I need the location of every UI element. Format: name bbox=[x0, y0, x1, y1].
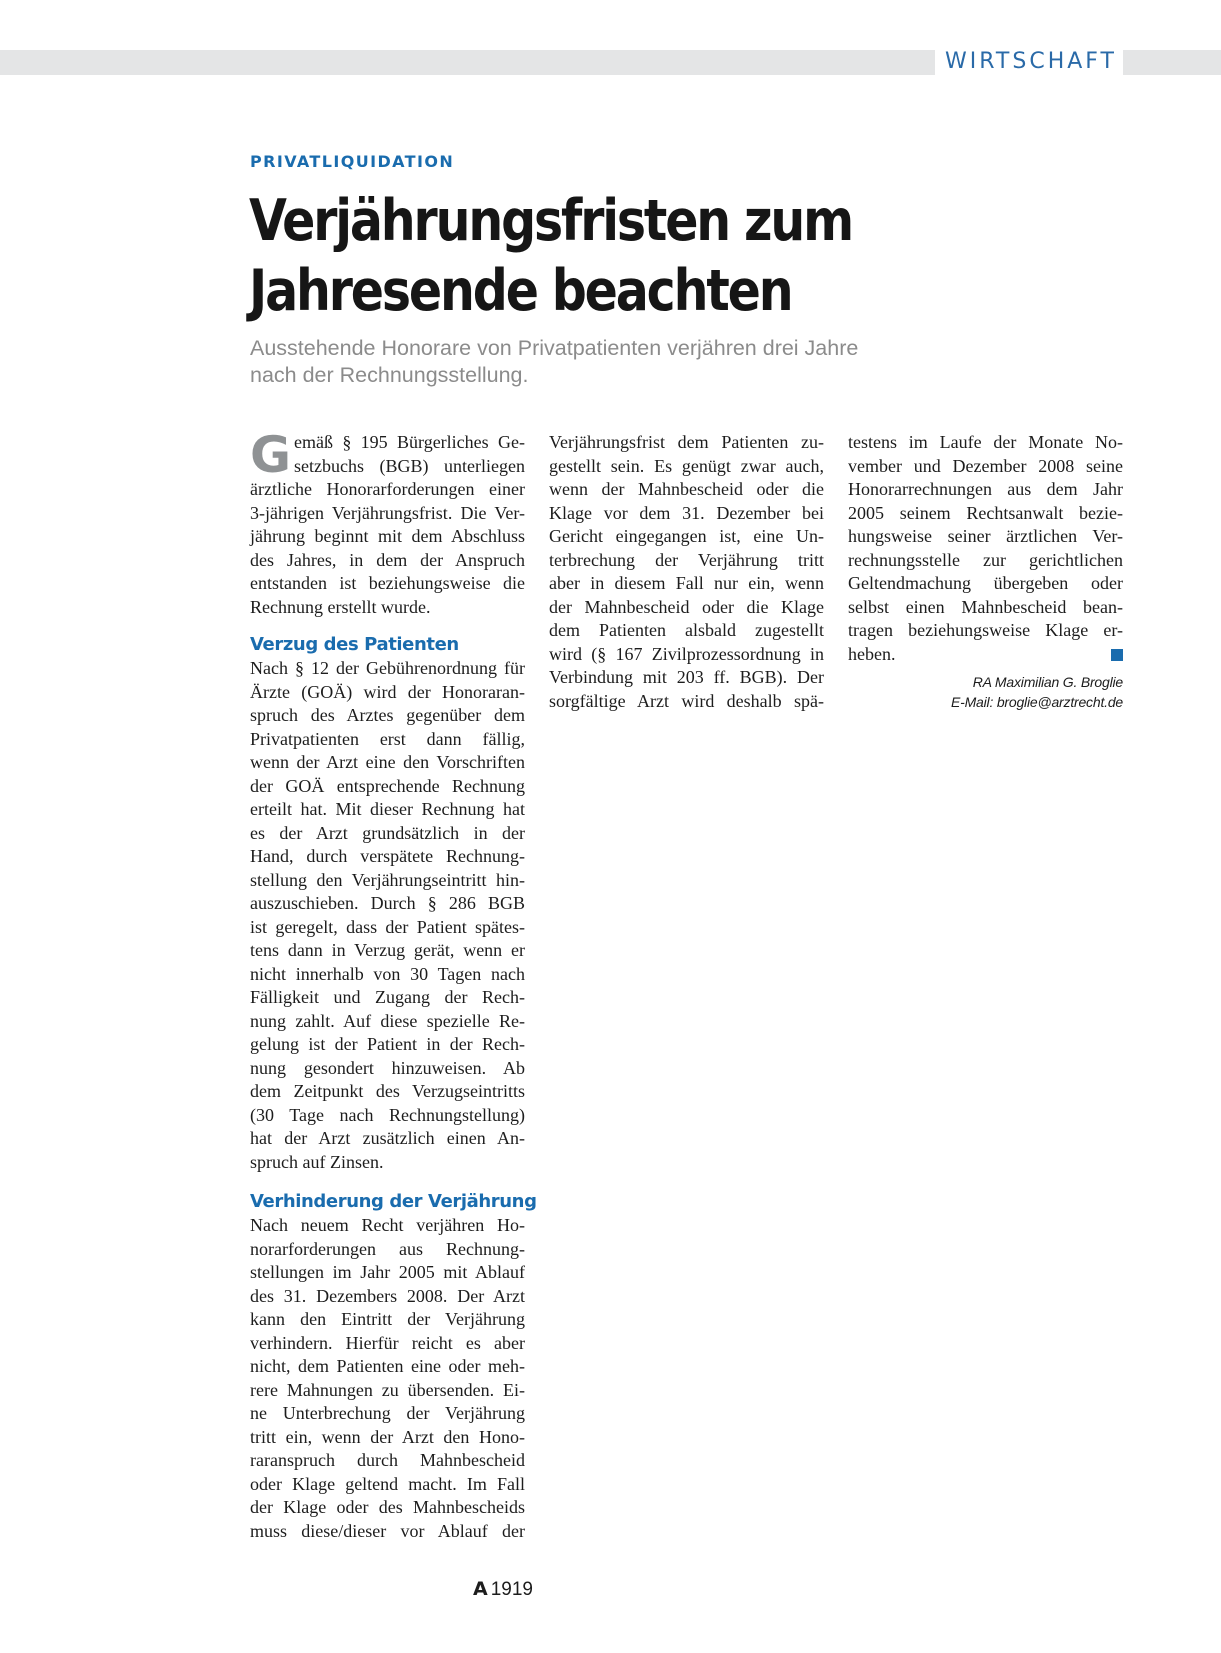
text-line: Privatpatienten erst dann fällig, bbox=[250, 728, 525, 749]
text-line: hat der Arzt zusätzlich einen An- bbox=[250, 1128, 525, 1148]
text-line: des Jahres, in dem der Anspruch bbox=[250, 549, 525, 570]
text-line: der Klage oder des Mahnbescheids bbox=[250, 1497, 525, 1517]
text-line: Honorarrechnungen aus dem Jahr bbox=[848, 479, 1123, 499]
text-line: Nach § 12 der Gebührenordnung für bbox=[250, 658, 525, 678]
text-line: Fälligkeit und Zugang der Rech- bbox=[250, 987, 525, 1007]
text-line: testens im Laufe der Monate No- bbox=[848, 432, 1123, 452]
text-line: Ärzte (GOÄ) wird der Honoraran- bbox=[250, 681, 525, 702]
text-line: tritt ein, wenn der Arzt den Hono- bbox=[250, 1426, 525, 1447]
text-line: rechnungsstelle zur gerichtlichen bbox=[848, 549, 1123, 570]
text-line: dem Zeitpunkt des Verzugseintritts bbox=[250, 1081, 525, 1101]
text-line: emäß § 195 Bürgerliches Ge- bbox=[294, 432, 525, 452]
text-line: entstanden ist beziehungsweise die bbox=[250, 573, 525, 593]
text-line: Geltendmachung übergeben oder bbox=[848, 573, 1123, 593]
article-column-2 bbox=[549, 431, 824, 713]
text-line: (30 Tage nach Rechnungstellung) bbox=[250, 1104, 525, 1125]
drop-cap: G bbox=[250, 426, 292, 484]
text-line: hungsweise seiner ärztlichen Ver- bbox=[848, 526, 1123, 546]
folio-number: 1919 bbox=[490, 1579, 533, 1600]
text-line: ärztliche Honorarforderungen einer bbox=[250, 479, 525, 499]
text-line: rere Mahnungen zu übersenden. Ei- bbox=[250, 1379, 525, 1400]
page-number bbox=[473, 1578, 533, 1601]
text-line: heben. bbox=[848, 643, 896, 664]
subhead-verhinderung: Verhinderung der Verjährung bbox=[250, 1191, 537, 1212]
headline bbox=[249, 186, 903, 326]
text-line: nicht, dem Patienten eine oder meh- bbox=[250, 1356, 525, 1376]
text-line: Verbindung mit 203 ff. BGB). Der bbox=[549, 667, 824, 687]
text-line: Hand, durch verspätete Rechnung- bbox=[250, 846, 525, 866]
text-line: raranspruch durch Mahnbescheid bbox=[250, 1450, 525, 1470]
text-line: Nach neuem Recht verjähren Ho- bbox=[250, 1215, 525, 1235]
author-name: RA Maximilian G. Broglie bbox=[972, 674, 1123, 690]
subline-line: Ausstehende Honorare von Privatpatienten verjähren drei Jahre bbox=[250, 336, 859, 360]
text-line: Klage vor dem 31. Dezember bei bbox=[549, 502, 824, 523]
paragraph-verhinderung bbox=[250, 1214, 525, 1543]
text-line: norarforderungen aus Rechnung- bbox=[250, 1238, 525, 1259]
text-line: jährung beginnt mit dem Abschluss bbox=[250, 526, 525, 546]
subline-line: nach der Rechnungsstellung. bbox=[250, 363, 529, 387]
text-line: der GOÄ entsprechende Rechnung bbox=[250, 775, 525, 796]
text-line: vember und Dezember 2008 seine bbox=[848, 455, 1123, 476]
text-line: gelung ist der Patient in der Rech- bbox=[250, 1034, 525, 1054]
text-line: dem Patienten alsbald zugestellt bbox=[549, 620, 824, 640]
text-line: erteilt hat. Mit dieser Rechnung hat bbox=[250, 799, 525, 819]
text-line: terbrechung der Verjährung tritt bbox=[549, 549, 824, 570]
text-line: Verjährungsfrist dem Patienten zu- bbox=[549, 432, 824, 452]
kicker: PRIVATLIQUIDATION bbox=[250, 152, 455, 171]
text-line: stellungen im Jahr 2005 mit Ablauf bbox=[250, 1262, 525, 1282]
paragraph-verzug bbox=[250, 657, 525, 1174]
author-email: E-Mail: broglie@arztrecht.de bbox=[950, 694, 1123, 710]
text-line: setzbuchs (BGB) unterliegen bbox=[294, 455, 525, 476]
text-line: oder Klage geltend macht. Im Fall bbox=[250, 1473, 525, 1494]
subline bbox=[250, 335, 950, 389]
intro-paragraph bbox=[250, 426, 525, 619]
text-line: ne Unterbrechung der Verjährung bbox=[250, 1403, 525, 1423]
text-line: muss diese/dieser vor Ablauf der bbox=[250, 1520, 525, 1541]
text-line: wenn der Mahnbescheid oder die bbox=[549, 479, 824, 499]
text-line: sorgfältige Arzt wird deshalb spä- bbox=[549, 690, 824, 711]
text-line: tragen beziehungsweise Klage er- bbox=[848, 620, 1123, 640]
text-line: 3-jährigen Verjährungsfrist. Die Ver- bbox=[250, 502, 525, 523]
text-line: es der Arzt grundsätzlich in der bbox=[250, 822, 525, 843]
text-line: des 31. Dezembers 2008. Der Arzt bbox=[250, 1285, 525, 1306]
text-line: Gericht eingegangen ist, eine Un- bbox=[549, 526, 824, 546]
text-line: 2005 seinem Rechtsanwalt bezie- bbox=[848, 502, 1123, 523]
folio-letter: A bbox=[473, 1578, 488, 1600]
article-column-1 bbox=[250, 426, 537, 1543]
text-line: spruch auf Zinsen. bbox=[250, 1151, 384, 1172]
text-line: selbst einen Mahnbescheid bean- bbox=[848, 596, 1123, 617]
headline-line: Verjährungsfristen zum bbox=[249, 188, 853, 254]
text-line: Rechnung erstellt wurde. bbox=[250, 596, 431, 617]
text-line: der Mahnbescheid oder die Klage bbox=[549, 596, 824, 617]
text-line: nung zahlt. Auf diese spezielle Re- bbox=[250, 1010, 525, 1031]
text-line: nicht innerhalb von 30 Tagen nach bbox=[250, 963, 525, 984]
text-line: aber in diesem Fall nur ein, wenn bbox=[549, 573, 824, 593]
section-label: WIRTSCHAFT bbox=[935, 47, 1123, 77]
text-line: kann den Eintritt der Verjährung bbox=[250, 1309, 525, 1329]
text-line: auszuschieben. Durch § 286 BGB bbox=[250, 893, 525, 913]
text-line: ist geregelt, dass der Patient spätes- bbox=[250, 916, 525, 937]
text-line: gestellt sein. Es genügt zwar auch, bbox=[549, 455, 824, 476]
subhead-verzug: Verzug des Patienten bbox=[250, 634, 459, 655]
headline-line: Jahresende beachten bbox=[249, 258, 792, 324]
text-line: spruch des Arztes gegenüber dem bbox=[250, 705, 525, 725]
text-line: verhindern. Hierfür reicht es aber bbox=[250, 1332, 525, 1353]
text-line: nung gesondert hinzuweisen. Ab bbox=[250, 1057, 525, 1078]
text-line: stellung den Verjährungseintritt hin- bbox=[250, 869, 525, 890]
text-line: wird (§ 167 Zivilprozessordnung in bbox=[549, 643, 824, 664]
end-mark-icon bbox=[1111, 649, 1123, 661]
text-line: wenn der Arzt eine den Vorschriften bbox=[250, 752, 525, 772]
text-line: tens dann in Verzug gerät, wenn er bbox=[250, 940, 525, 960]
article-column-3 bbox=[848, 431, 1123, 712]
